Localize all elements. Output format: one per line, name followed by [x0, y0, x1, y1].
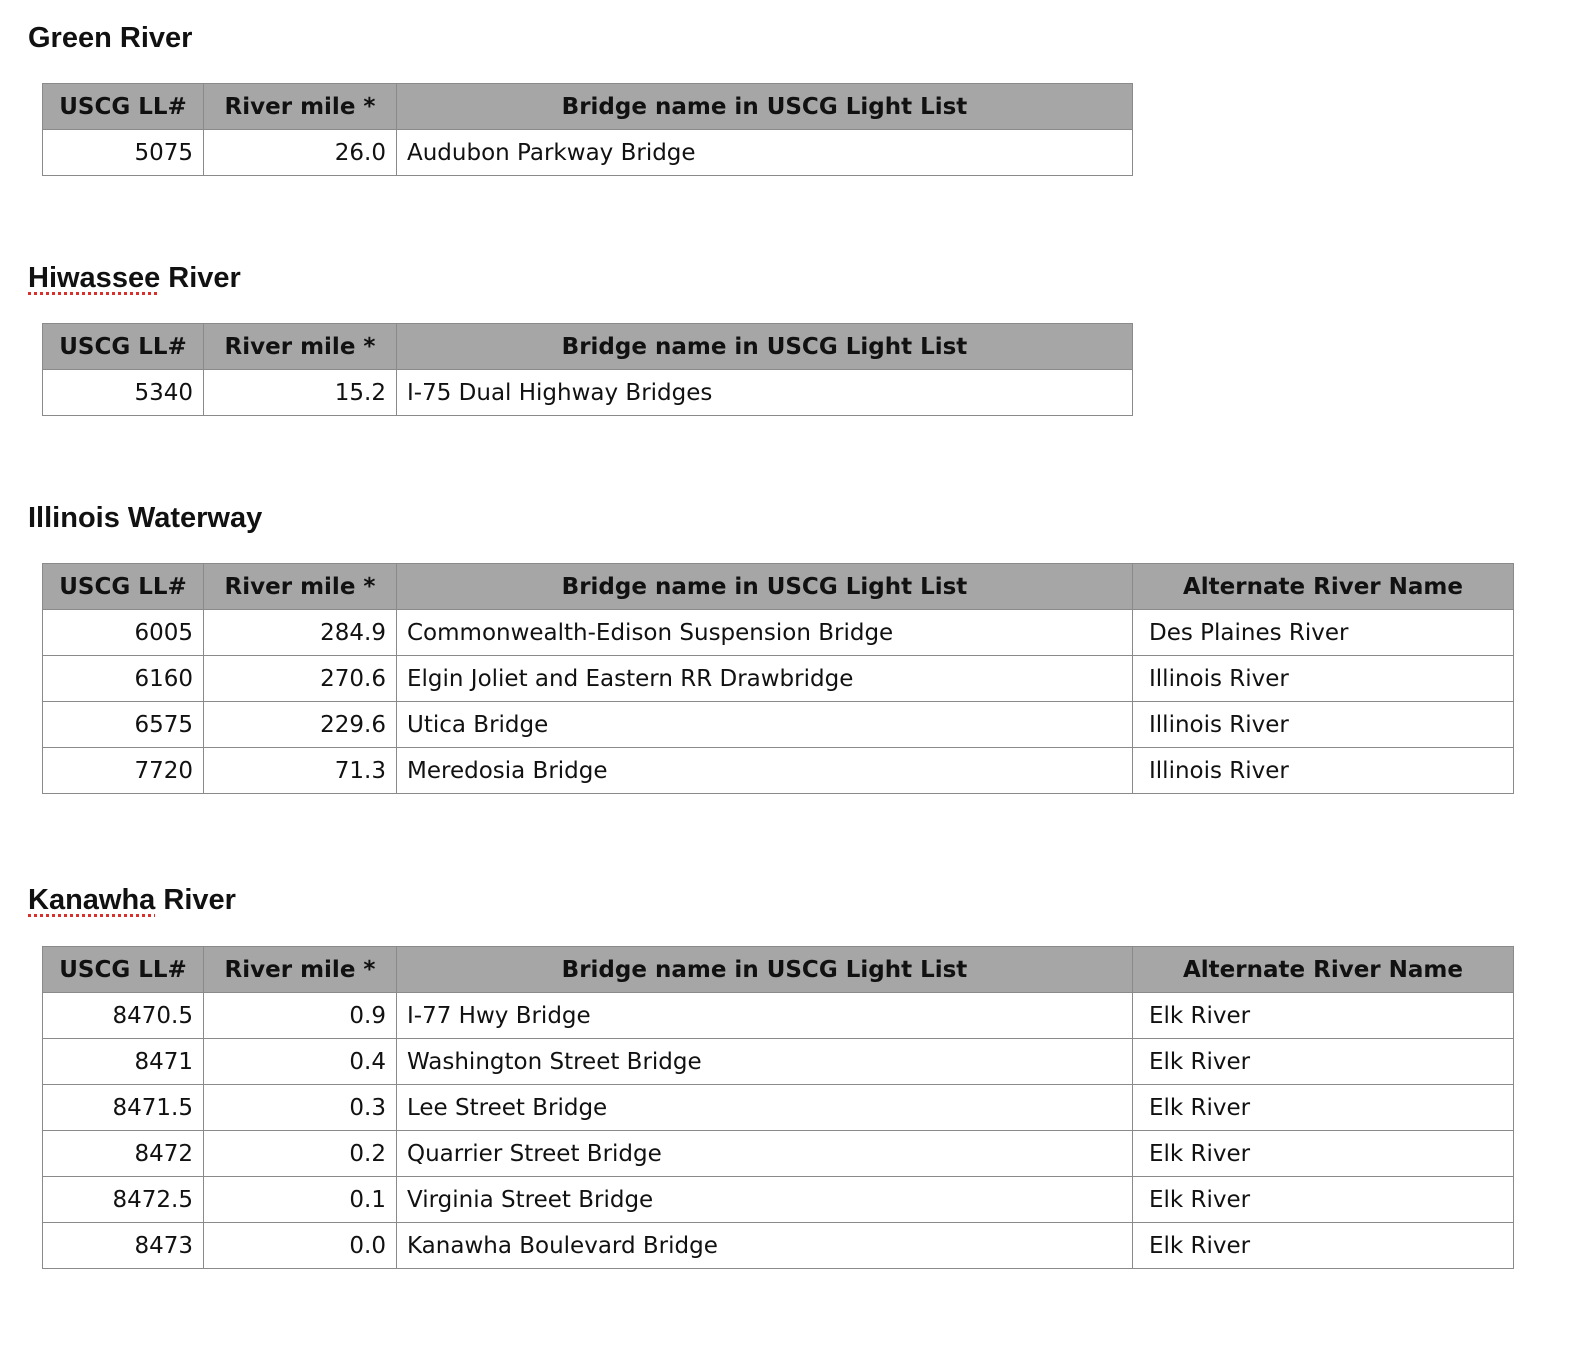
cell-alt: Elk River — [1133, 1085, 1514, 1131]
header-mile: River mile * — [204, 84, 397, 130]
cell-name: Virginia Street Bridge — [397, 1177, 1133, 1223]
table-row — [43, 702, 1514, 748]
header-name: Bridge name in USCG Light List — [397, 564, 1133, 610]
cell-name: Kanawha Boulevard Bridge — [397, 1223, 1133, 1269]
cell-alt: Illinois River — [1133, 656, 1514, 702]
header-mile: River mile * — [204, 564, 397, 610]
table-row — [43, 1131, 1514, 1177]
cell-name: I-77 Hwy Bridge — [397, 993, 1133, 1039]
cell-mile: 71.3 — [204, 748, 397, 794]
table-row — [43, 1177, 1514, 1223]
bridge-table — [42, 946, 1514, 1269]
section-title-rest: River — [155, 884, 236, 916]
cell-alt: Illinois River — [1133, 702, 1514, 748]
header-ll: USCG LL# — [43, 84, 204, 130]
cell-name: Utica Bridge — [397, 702, 1133, 748]
table-header-row — [43, 84, 1133, 130]
header-ll: USCG LL# — [43, 564, 204, 610]
table-row — [43, 1039, 1514, 1085]
cell-name: Washington Street Bridge — [397, 1039, 1133, 1085]
cell-mile: 0.2 — [204, 1131, 397, 1177]
section-title — [28, 883, 236, 917]
section-title-word: Green — [28, 22, 112, 54]
header-name: Bridge name in USCG Light List — [397, 84, 1133, 130]
cell-ll: 8471 — [43, 1039, 204, 1085]
table-header-row — [43, 564, 1514, 610]
table-row — [43, 1223, 1514, 1269]
table-row — [43, 370, 1133, 416]
cell-mile: 284.9 — [204, 610, 397, 656]
cell-ll: 6005 — [43, 610, 204, 656]
cell-alt: Elk River — [1133, 1131, 1514, 1177]
cell-name: Audubon Parkway Bridge — [397, 130, 1133, 176]
header-mile: River mile * — [204, 324, 397, 370]
cell-alt: Des Plaines River — [1133, 610, 1514, 656]
section-title-word: Illinois — [28, 502, 120, 534]
cell-ll: 6575 — [43, 702, 204, 748]
cell-mile: 0.9 — [204, 993, 397, 1039]
table-row — [43, 748, 1514, 794]
cell-mile: 229.6 — [204, 702, 397, 748]
cell-alt: Elk River — [1133, 1039, 1514, 1085]
cell-alt: Elk River — [1133, 1177, 1514, 1223]
cell-ll: 6160 — [43, 656, 204, 702]
section-title — [28, 21, 192, 55]
bridge-table — [42, 83, 1133, 176]
cell-name: Elgin Joliet and Eastern RR Drawbridge — [397, 656, 1133, 702]
cell-alt: Elk River — [1133, 1223, 1514, 1269]
cell-ll: 8472 — [43, 1131, 204, 1177]
header-alt: Alternate River Name — [1133, 564, 1514, 610]
cell-mile: 0.1 — [204, 1177, 397, 1223]
section-title-word: Kanawha — [28, 884, 156, 916]
cell-ll: 5340 — [43, 370, 204, 416]
cell-name: Lee Street Bridge — [397, 1085, 1133, 1131]
table-row — [43, 610, 1514, 656]
cell-name: I-75 Dual Highway Bridges — [397, 370, 1133, 416]
table-row — [43, 656, 1514, 702]
cell-ll: 8473 — [43, 1223, 204, 1269]
cell-alt: Illinois River — [1133, 748, 1514, 794]
table-header-row — [43, 947, 1514, 993]
cell-mile: 26.0 — [204, 130, 397, 176]
cell-mile: 0.3 — [204, 1085, 397, 1131]
cell-ll: 7720 — [43, 748, 204, 794]
cell-mile: 0.0 — [204, 1223, 397, 1269]
cell-ll: 5075 — [43, 130, 204, 176]
bridge-table — [42, 563, 1514, 794]
table-header-row — [43, 324, 1133, 370]
header-name: Bridge name in USCG Light List — [397, 947, 1133, 993]
header-name: Bridge name in USCG Light List — [397, 324, 1133, 370]
header-alt: Alternate River Name — [1133, 947, 1514, 993]
header-ll: USCG LL# — [43, 324, 204, 370]
cell-ll: 8472.5 — [43, 1177, 204, 1223]
section-title-rest: Waterway — [119, 502, 263, 534]
header-ll: USCG LL# — [43, 947, 204, 993]
section-title-rest: River — [111, 22, 193, 54]
cell-name: Quarrier Street Bridge — [397, 1131, 1133, 1177]
section-title-word: Hiwassee — [28, 262, 161, 294]
cell-ll: 8470.5 — [43, 993, 204, 1039]
table-row — [43, 1085, 1514, 1131]
header-mile: River mile * — [204, 947, 397, 993]
table-row — [43, 130, 1133, 176]
table-row — [43, 993, 1514, 1039]
cell-ll: 8471.5 — [43, 1085, 204, 1131]
section-title — [28, 501, 262, 535]
cell-mile: 0.4 — [204, 1039, 397, 1085]
cell-name: Commonwealth-Edison Suspension Bridge — [397, 610, 1133, 656]
section-title-rest: River — [160, 262, 241, 294]
cell-alt: Elk River — [1133, 993, 1514, 1039]
bridge-table — [42, 323, 1133, 416]
cell-mile: 15.2 — [204, 370, 397, 416]
section-title — [28, 261, 241, 295]
cell-name: Meredosia Bridge — [397, 748, 1133, 794]
cell-mile: 270.6 — [204, 656, 397, 702]
